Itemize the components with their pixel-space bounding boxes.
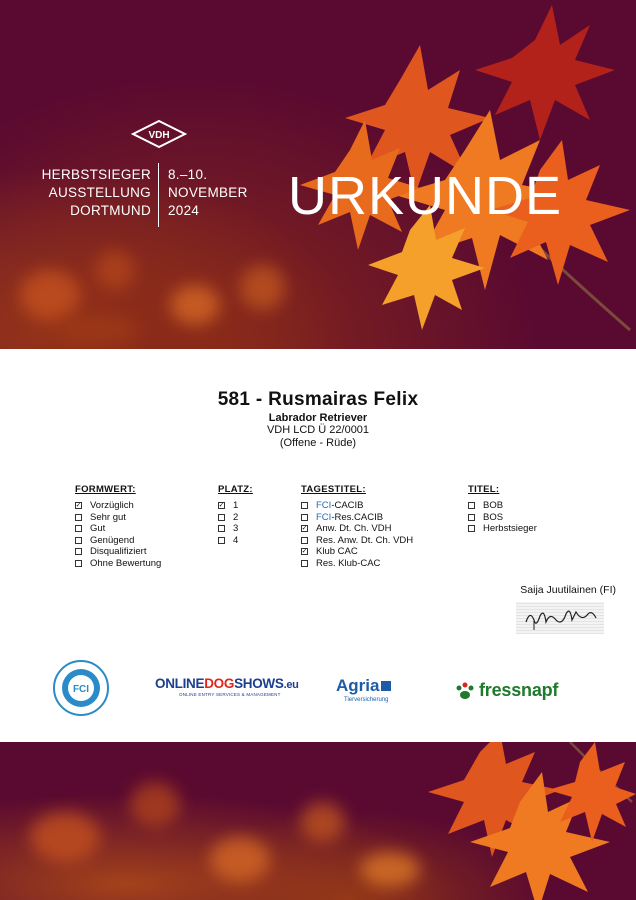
- fressnapf-logo: [455, 680, 558, 701]
- checkbox-option: [218, 512, 253, 524]
- option-label: Gut: [90, 523, 106, 535]
- section-heading: PLATZ:: [218, 484, 253, 495]
- checkbox-option: [218, 535, 253, 547]
- event-date: [168, 166, 248, 220]
- logo-text: DOG: [204, 676, 235, 691]
- checkbox-option: [75, 500, 161, 512]
- option-label: 3: [233, 523, 239, 535]
- bokeh-decoration: [20, 270, 80, 320]
- event-divider: [158, 163, 159, 227]
- bokeh-decoration: [30, 812, 100, 862]
- option-label: Anw. Dt. Ch. VDH: [316, 523, 392, 535]
- option-label: Genügend: [90, 534, 135, 546]
- onlinedogshows-logo: [155, 676, 299, 697]
- event-name-line: AUSSTELLUNG: [48, 185, 151, 200]
- checkbox-option: [468, 512, 537, 524]
- checkbox-unchecked-icon: [468, 502, 475, 509]
- logo-tagline: ONLINE ENTRY SERVICES & MANAGEMENT: [179, 692, 281, 697]
- judge-name: Saija Juutilainen (FI): [520, 584, 616, 596]
- checkbox-option: [75, 535, 161, 547]
- event-date-line: 8.–10.: [168, 167, 208, 182]
- section-heading: TITEL:: [468, 484, 500, 495]
- dog-class: (Offene - Rüde): [279, 437, 357, 449]
- bokeh-decoration: [360, 852, 420, 887]
- bokeh-decoration: [60, 315, 140, 345]
- event-name-line: HERBSTSIEGER: [41, 167, 151, 182]
- bokeh-decoration: [240, 265, 285, 310]
- checkbox-unchecked-icon: [301, 514, 308, 521]
- option-label: Disqualifiziert: [90, 546, 147, 558]
- vdh-logo: [131, 119, 187, 149]
- option-label: BOB: [483, 500, 504, 512]
- checkbox-option: [218, 500, 253, 512]
- event-date-line: NOVEMBER: [168, 185, 248, 200]
- checkbox-unchecked-icon: [75, 560, 82, 567]
- bokeh-decoration: [130, 782, 180, 827]
- checkbox-unchecked-icon: [75, 548, 82, 555]
- bokeh-decoration: [95, 250, 135, 290]
- checkbox-option: [301, 500, 413, 512]
- checkbox-option: [75, 523, 161, 535]
- bokeh-decoration: [300, 802, 345, 842]
- checkbox-unchecked-icon: [468, 525, 475, 532]
- agria-mark-icon: [381, 681, 391, 691]
- option-label: -CACIB: [331, 500, 364, 512]
- logo-tagline: Tierversicherung: [344, 697, 389, 703]
- checkbox-option: [75, 512, 161, 524]
- logo-text: ONLINE: [155, 676, 205, 691]
- option-label: Ohne Bewertung: [90, 557, 162, 569]
- option-prefix: FCI: [316, 511, 332, 523]
- logo-text: SHOWS: [234, 676, 284, 691]
- checkbox-unchecked-icon: [218, 537, 225, 544]
- option-label: 2: [233, 511, 239, 523]
- fci-logo: [52, 659, 110, 717]
- option-label: Klub CAC: [316, 546, 358, 558]
- checkbox-checked-icon: ✓: [218, 502, 225, 510]
- svg-text:FCI: FCI: [72, 684, 90, 695]
- judge-signature: [516, 602, 604, 634]
- logo-text: Agria: [336, 676, 380, 695]
- agria-logo: [336, 676, 391, 703]
- option-label: 4: [233, 534, 239, 546]
- formwert-section: [75, 484, 161, 569]
- checkbox-checked-icon: ✓: [301, 548, 308, 556]
- option-label: Sehr gut: [90, 511, 126, 523]
- paw-icon: [455, 682, 475, 700]
- certificate-title: URKUNDE: [288, 166, 563, 226]
- checkbox-unchecked-icon: [301, 537, 308, 544]
- checkbox-unchecked-icon: [218, 514, 225, 521]
- option-label: BOS: [483, 511, 504, 523]
- platz-section: [218, 484, 253, 546]
- checkbox-unchecked-icon: [301, 560, 308, 567]
- checkbox-option: [301, 558, 413, 570]
- checkbox-option: [218, 523, 253, 535]
- header-banner: [0, 0, 636, 349]
- checkbox-option: [75, 558, 161, 570]
- checkbox-checked-icon: ✓: [75, 502, 82, 510]
- dog-breed: Labrador Retriever: [268, 412, 368, 424]
- event-name: [42, 166, 151, 220]
- event-name-line: DORTMUND: [70, 203, 151, 218]
- section-heading: TAGESTITEL:: [301, 484, 366, 495]
- option-label: Vorzüglich: [90, 500, 134, 512]
- checkbox-unchecked-icon: [218, 525, 225, 532]
- logo-text: fressnapf: [479, 680, 559, 700]
- option-label: Res. Klub-CAC: [316, 557, 381, 569]
- checkbox-checked-icon: ✓: [301, 525, 308, 533]
- tagestitel-section: [301, 484, 413, 569]
- bokeh-decoration: [170, 285, 220, 325]
- event-date-line: 2024: [168, 203, 200, 218]
- svg-text:VDH: VDH: [148, 130, 170, 141]
- checkbox-unchecked-icon: [75, 537, 82, 544]
- titel-section: [468, 484, 537, 535]
- checkbox-option: [301, 512, 413, 524]
- autumn-leaves-illustration: [420, 742, 636, 900]
- checkbox-unchecked-icon: [301, 502, 308, 509]
- checkbox-option: [301, 546, 413, 558]
- checkbox-option: [468, 500, 537, 512]
- dog-registration: VDH LCD Ü 22/0001: [266, 424, 370, 436]
- option-label: -Res.CACIB: [331, 511, 384, 523]
- section-heading: FORMWERT:: [75, 484, 136, 495]
- checkbox-option: [301, 523, 413, 535]
- bokeh-decoration: [210, 837, 270, 882]
- checkbox-option: [468, 523, 537, 535]
- option-prefix: FCI: [316, 500, 332, 512]
- logo-text: .eu: [283, 679, 299, 691]
- checkbox-unchecked-icon: [468, 514, 475, 521]
- checkbox-unchecked-icon: [75, 514, 82, 521]
- option-label: Herbstsieger: [483, 523, 537, 535]
- footer-banner: [0, 742, 636, 900]
- checkbox-option: [301, 535, 413, 547]
- checkbox-option: [75, 546, 161, 558]
- option-label: Res. Anw. Dt. Ch. VDH: [316, 534, 414, 546]
- checkbox-unchecked-icon: [75, 525, 82, 532]
- dog-title: 581 - Rusmairas Felix: [217, 389, 419, 410]
- option-label: 1: [233, 500, 239, 512]
